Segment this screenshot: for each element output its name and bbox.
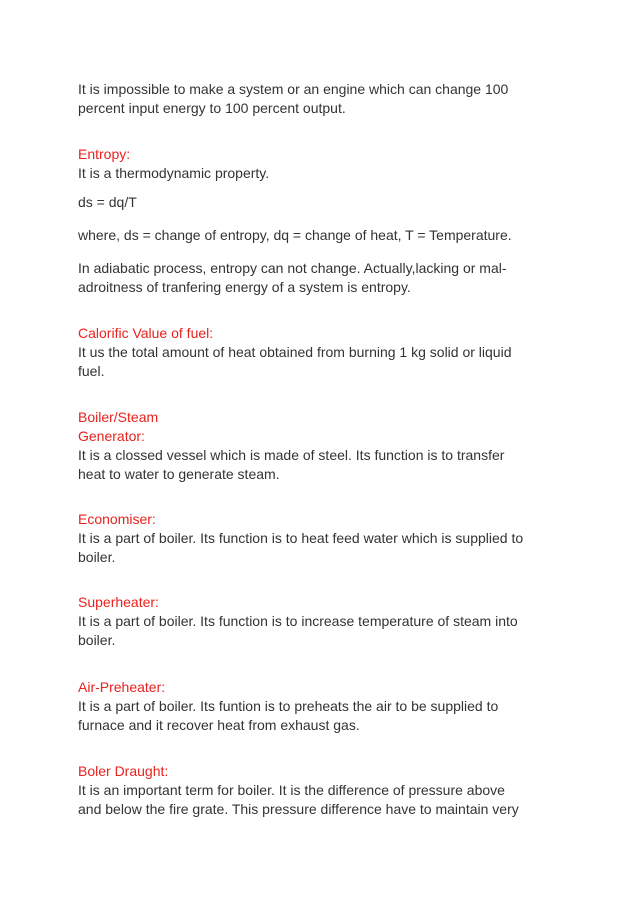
airpreheater-line: furnace and it recover heat from exhaust gas. bbox=[78, 717, 360, 733]
entropy-section bbox=[78, 145, 568, 183]
superheater-line: boiler. bbox=[78, 632, 116, 648]
entropy-note bbox=[78, 259, 568, 297]
airpreheater-section bbox=[78, 678, 568, 735]
draught-line: and below the fire grate. This pressure difference have to maintain very bbox=[78, 801, 519, 817]
entropy-where-text: where, ds = change of entropy, dq = change of heat, T = Temperature. bbox=[78, 227, 512, 243]
intro-line: percent input energy to 100 percent output. bbox=[78, 100, 346, 116]
entropy-formula bbox=[78, 193, 568, 212]
draught-line: It is an important term for boiler. It is the difference of pressure above bbox=[78, 782, 505, 798]
calorific-line: It us the total amount of heat obtained from burning 1 kg solid or liquid bbox=[78, 344, 512, 360]
economiser-heading: Economiser: bbox=[78, 511, 156, 527]
entropy-where bbox=[78, 226, 568, 245]
entropy-definition: It is a thermodynamic property. bbox=[78, 165, 270, 181]
boiler-line: It is a clossed vessel which is made of steel. Its function is to transfer bbox=[78, 447, 505, 463]
intro-paragraph bbox=[78, 80, 568, 118]
airpreheater-heading: Air-Preheater: bbox=[78, 679, 166, 695]
superheater-line: It is a part of boiler. Its function is to increase temperature of steam into bbox=[78, 613, 518, 629]
entropy-note-line: In adiabatic process, entropy can not change. Actually,lacking or mal- bbox=[78, 260, 507, 276]
calorific-line: fuel. bbox=[78, 363, 105, 379]
calorific-heading: Calorific Value of fuel: bbox=[78, 325, 214, 341]
entropy-note-line: adroitness of tranfering energy of a system is entropy. bbox=[78, 279, 411, 295]
draught-heading: Boler Draught: bbox=[78, 763, 169, 779]
draught-section bbox=[78, 762, 568, 819]
boiler-heading: Generator: bbox=[78, 428, 145, 444]
superheater-heading: Superheater: bbox=[78, 594, 159, 610]
intro-line: It is impossible to make a system or an engine which can change 100 bbox=[78, 81, 509, 97]
entropy-formula-text: ds = dq/T bbox=[78, 194, 137, 210]
economiser-line: It is a part of boiler. Its function is to heat feed water which is supplied to bbox=[78, 530, 524, 546]
calorific-section bbox=[78, 324, 568, 381]
superheater-section bbox=[78, 593, 568, 650]
boiler-section bbox=[78, 408, 568, 484]
boiler-line: heat to water to generate steam. bbox=[78, 466, 280, 482]
boiler-heading: Boiler/Steam bbox=[78, 409, 159, 425]
economiser-section bbox=[78, 510, 568, 567]
entropy-heading: Entropy: bbox=[78, 146, 131, 162]
airpreheater-line: It is a part of boiler. Its funtion is to preheats the air to be supplied to bbox=[78, 698, 499, 714]
economiser-line: boiler. bbox=[78, 549, 116, 565]
